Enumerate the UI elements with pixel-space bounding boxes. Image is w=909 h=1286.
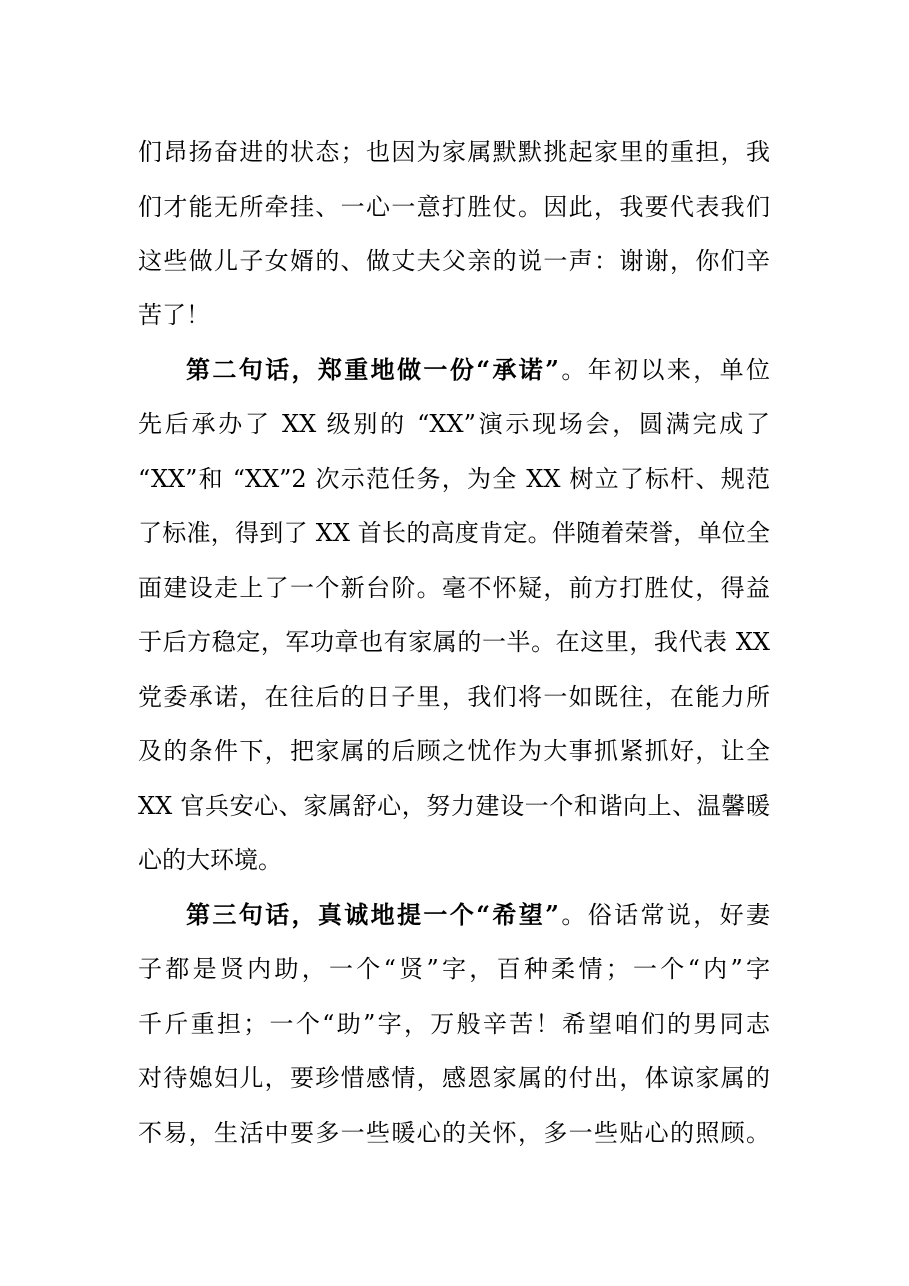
text-line: 对待媳妇儿，要珍惜感情，感恩家属的付出，体谅家属的: [138, 1064, 770, 1092]
text-line: 苦了！: [138, 301, 210, 329]
text-line: 心的大环境。: [138, 846, 282, 874]
paragraph-heading: 第三句话，真诚地提一个“希望”: [186, 900, 559, 929]
text-line: 先后承办了 XX 级别的 “XX”演示现场会，圆满完成了: [138, 410, 770, 438]
text-line: 面建设走上了一个新台阶。毫不怀疑，前方打胜仗，得益: [138, 574, 770, 602]
text-line: 了标准，得到了 XX 首长的高度肯定。伴随着荣誉，单位全: [138, 519, 770, 547]
text-line: 子都是贤内助，一个“贤”字，百种柔情；一个“内”字: [138, 955, 770, 983]
text-line: 们昂扬奋进的状态；也因为家属默默挑起家里的重担，我: [138, 138, 770, 166]
text-line: 们才能无所牵挂、一心一意打胜仗。因此，我要代表我们: [138, 193, 770, 221]
paragraph-heading: 第二句话，郑重地做一份“承诺”: [186, 355, 559, 384]
text-span: 。年初以来，单位: [558, 356, 771, 384]
text-line: 党委承诺，在往后的日子里，我们将一如既往，在能力所: [138, 683, 770, 711]
paragraph-first-line: [186, 355, 770, 385]
text-line: 这些做儿子女婿的、做丈夫父亲的说一声：谢谢，你们辛: [138, 247, 770, 275]
text-line: “XX”和 “XX”2 次示范任务，为全 XX 树立了标杆、规范: [138, 465, 770, 493]
text-line: 于后方稳定，军功章也有家属的一半。在这里，我代表 XX: [138, 628, 770, 656]
text-line: 及的条件下，把家属的后顾之忧作为大事抓紧抓好，让全: [138, 737, 770, 765]
text-line: 不易，生活中要多一些暖心的关怀，多一些贴心的照顾。: [138, 1119, 770, 1147]
text-line: 千斤重担；一个“助”字，万般辛苦！希望咱们的男同志: [138, 1010, 770, 1038]
text-line: XX 官兵安心、家属舒心，努力建设一个和谐向上、温馨暖: [138, 792, 770, 820]
text-span: 。俗话常说，好妻: [558, 901, 771, 929]
paragraph-first-line: [186, 900, 770, 930]
